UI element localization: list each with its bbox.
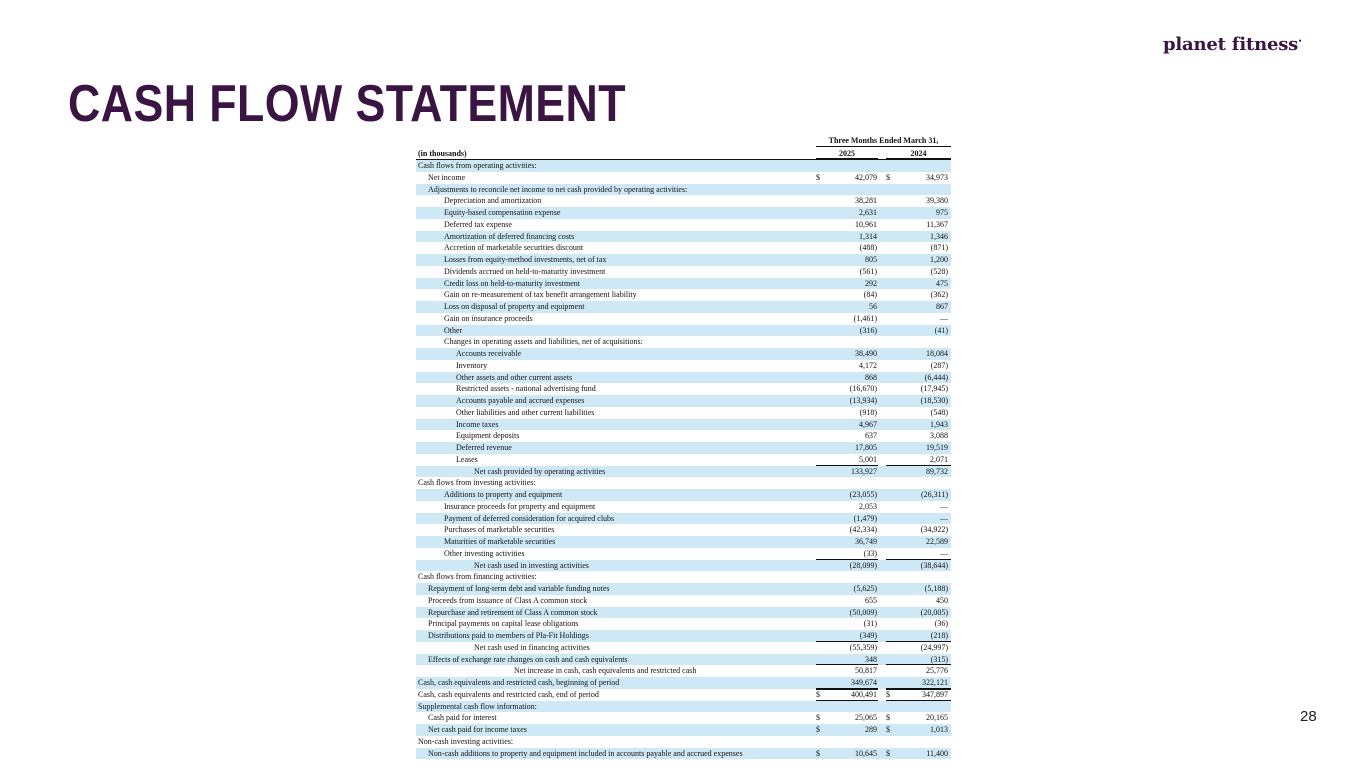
value-2025: (349) bbox=[859, 631, 877, 640]
table-row bbox=[416, 618, 951, 630]
value-2025: 50,817 bbox=[855, 666, 877, 676]
row-label: Loss on disposal of property and equipment bbox=[444, 302, 585, 311]
row-label: Additions to property and equipment bbox=[444, 490, 563, 499]
table-row bbox=[416, 513, 951, 525]
table-body bbox=[416, 159, 951, 759]
table-row bbox=[416, 160, 951, 172]
row-label: Accretion of marketable securities discount bbox=[444, 243, 584, 253]
value-2024: (548) bbox=[930, 407, 948, 417]
table-row bbox=[416, 654, 951, 666]
value-2024: 89,732 bbox=[926, 466, 948, 476]
year-header-2024: 2024 bbox=[886, 149, 951, 159]
table-row bbox=[416, 595, 951, 607]
row-label: Repurchase and retirement of Class A common stock bbox=[428, 607, 598, 617]
value-2024: (41) bbox=[934, 325, 948, 335]
value-2024: (24,997) bbox=[920, 642, 948, 652]
value-2025: 25,065 bbox=[855, 713, 877, 723]
row-label: Gain on insurance proceeds bbox=[444, 313, 533, 323]
value-2025: 2,631 bbox=[859, 208, 877, 217]
row-label: Deferred revenue bbox=[456, 443, 512, 452]
row-label: Non-cash additions to property and equipment included in accounts payable and accrued expenses bbox=[428, 748, 743, 758]
period-header: Three Months Ended March 31, bbox=[816, 136, 951, 147]
value-2025: 637 bbox=[865, 431, 877, 441]
value-2025: 805 bbox=[865, 255, 877, 264]
value-2024: (36) bbox=[934, 619, 948, 629]
table-row bbox=[416, 231, 951, 243]
table-row bbox=[416, 207, 951, 219]
table-row bbox=[416, 372, 951, 384]
value-2024: 475 bbox=[936, 278, 948, 288]
table-row bbox=[416, 254, 951, 266]
value-2025: 10,961 bbox=[855, 219, 877, 229]
row-label: Net income bbox=[428, 172, 466, 182]
value-2025: 133,927 bbox=[851, 466, 877, 476]
row-label: Credit loss on held-to-maturity investment bbox=[444, 278, 580, 288]
value-2025: (31) bbox=[863, 619, 877, 629]
value-2025: (1,461) bbox=[853, 313, 877, 323]
value-2025: (50,009) bbox=[849, 607, 877, 617]
table-row bbox=[416, 454, 951, 466]
table-row bbox=[416, 689, 951, 701]
table-row bbox=[416, 383, 951, 395]
value-2025: (488) bbox=[859, 243, 877, 253]
value-2025: (84) bbox=[863, 290, 877, 300]
table-row bbox=[416, 172, 951, 184]
value-2025: 4,967 bbox=[859, 419, 877, 429]
value-2024: 975 bbox=[936, 208, 948, 217]
logo-mark: • bbox=[1298, 38, 1302, 45]
row-label: Cash flows from operating activities: bbox=[418, 161, 537, 170]
table-row bbox=[416, 278, 951, 290]
value-2025: 289 bbox=[865, 725, 877, 734]
value-2024: 347,897 bbox=[922, 689, 948, 699]
value-2025: (16,670) bbox=[849, 384, 877, 394]
table-row bbox=[416, 712, 951, 724]
value-2024: (287) bbox=[930, 360, 948, 370]
value-2024: (218) bbox=[930, 631, 948, 640]
table-row bbox=[416, 266, 951, 278]
value-2024: 18,084 bbox=[926, 349, 948, 358]
currency-symbol: $ bbox=[886, 725, 890, 734]
row-label: Repayment of long-term debt and variable funding notes bbox=[428, 584, 610, 593]
currency-symbol: $ bbox=[816, 172, 820, 182]
value-2025: 36,749 bbox=[855, 537, 877, 546]
table-row bbox=[416, 665, 951, 677]
row-label: Other assets and other current assets bbox=[456, 372, 573, 382]
total-rule bbox=[886, 689, 951, 690]
table-row bbox=[416, 195, 951, 207]
value-2024: (315) bbox=[930, 654, 948, 664]
table-row bbox=[416, 336, 951, 348]
table-row bbox=[416, 313, 951, 325]
currency-symbol: $ bbox=[816, 725, 820, 734]
row-label: Income taxes bbox=[456, 419, 499, 429]
row-label: Maturities of marketable securities bbox=[444, 537, 556, 546]
value-2025: (33) bbox=[863, 548, 877, 558]
row-label: Losses from equity-method investments, net of tax bbox=[444, 255, 607, 264]
table-row bbox=[416, 607, 951, 619]
value-2025: (28,099) bbox=[849, 560, 877, 570]
row-label: Inventory bbox=[456, 360, 488, 370]
value-2025: (23,055) bbox=[849, 490, 877, 499]
value-2024: (5,188) bbox=[924, 584, 948, 593]
value-2024: 867 bbox=[936, 302, 948, 311]
value-2025: 655 bbox=[865, 595, 877, 605]
value-2024: (20,005) bbox=[920, 607, 948, 617]
value-2025: (42,334) bbox=[849, 525, 877, 535]
row-label: Equity-based compensation expense bbox=[444, 208, 561, 217]
value-2025: (55,359) bbox=[849, 642, 877, 652]
table-row bbox=[416, 184, 951, 196]
table-row bbox=[416, 395, 951, 407]
value-2024: (528) bbox=[930, 266, 948, 276]
table-row bbox=[416, 571, 951, 583]
value-2025: (316) bbox=[859, 325, 877, 335]
value-2024: (38,644) bbox=[920, 560, 948, 570]
row-label: Net cash provided by operating activities bbox=[474, 466, 606, 476]
value-2024: 322,121 bbox=[922, 678, 948, 687]
value-2024: 20,165 bbox=[926, 713, 948, 723]
value-2025: 5,001 bbox=[859, 454, 877, 464]
value-2024: 22,589 bbox=[926, 537, 948, 546]
row-label: Other liabilities and other current liabilities bbox=[456, 407, 595, 417]
units-label: (in thousands) bbox=[418, 149, 467, 158]
value-2025: 400,491 bbox=[851, 689, 877, 699]
value-2025: 56 bbox=[869, 302, 877, 311]
value-2025: 4,172 bbox=[859, 360, 877, 370]
value-2025: 38,281 bbox=[855, 196, 877, 206]
table-row bbox=[416, 466, 951, 478]
row-label: Leases bbox=[456, 454, 478, 464]
value-2024: 3,088 bbox=[930, 431, 948, 441]
table-row bbox=[416, 219, 951, 231]
row-label: Purchases of marketable securities bbox=[444, 525, 555, 535]
value-2025: 38,490 bbox=[855, 349, 877, 358]
row-label: Deferred tax expense bbox=[444, 219, 512, 229]
value-2024: (18,530) bbox=[920, 396, 948, 405]
table-row bbox=[416, 724, 951, 736]
value-2025: 349,674 bbox=[851, 678, 877, 687]
value-2024: (6,444) bbox=[924, 372, 948, 382]
logo-text: planet fitness bbox=[1163, 34, 1299, 55]
value-2024: — bbox=[940, 313, 948, 323]
value-2025: 10,645 bbox=[855, 748, 877, 758]
value-2024: — bbox=[940, 548, 948, 558]
value-2025: 2,053 bbox=[859, 501, 877, 511]
value-2025: (918) bbox=[859, 407, 877, 417]
row-label: Restricted assets - national advertising fund bbox=[456, 384, 596, 394]
row-label: Net cash paid for income taxes bbox=[428, 725, 527, 734]
table-row bbox=[416, 701, 951, 713]
value-2024: 11,400 bbox=[926, 748, 948, 758]
table-row bbox=[416, 477, 951, 489]
value-2024: 2,071 bbox=[930, 454, 948, 464]
table-row bbox=[416, 736, 951, 748]
value-2024: — bbox=[940, 501, 948, 511]
row-label: Proceeds from issuance of Class A common stock bbox=[428, 595, 588, 605]
currency-symbol: $ bbox=[886, 172, 890, 182]
table-row bbox=[416, 748, 951, 760]
value-2025: (561) bbox=[859, 266, 877, 276]
value-2024: 1,943 bbox=[930, 419, 948, 429]
row-label: Supplemental cash flow information: bbox=[418, 701, 537, 711]
row-label: Principal payments on capital lease obligations bbox=[428, 619, 579, 629]
row-label: Amortization of deferred financing costs bbox=[444, 231, 575, 241]
row-label: Cash flows from financing activities: bbox=[418, 572, 537, 582]
table-row bbox=[416, 583, 951, 595]
value-2025: 348 bbox=[865, 654, 877, 664]
value-2024: 34,973 bbox=[926, 172, 948, 182]
row-label: Accounts payable and accrued expenses bbox=[456, 396, 585, 405]
value-2024: (871) bbox=[930, 243, 948, 253]
row-label: Distributions paid to members of Pla-Fit Holdings bbox=[428, 631, 589, 640]
total-rule bbox=[816, 689, 878, 690]
table-row bbox=[416, 419, 951, 431]
row-label: Changes in operating assets and liabilities, net of acquisitions: bbox=[444, 337, 643, 347]
value-2025: (1,479) bbox=[853, 513, 877, 523]
value-2025: 42,079 bbox=[855, 172, 877, 182]
row-label: Other investing activities bbox=[444, 548, 525, 558]
row-label: Depreciation and amortization bbox=[444, 196, 542, 206]
currency-symbol: $ bbox=[816, 713, 820, 723]
row-label: Gain on re-measurement of tax benefit arrangement liability bbox=[444, 290, 637, 300]
row-label: Net cash used in financing activities bbox=[474, 642, 590, 652]
row-label: Other bbox=[444, 325, 463, 335]
row-label: Cash, cash equivalents and restricted cash, beginning of period bbox=[418, 678, 620, 687]
value-2024: (362) bbox=[930, 290, 948, 300]
value-2024: 39,380 bbox=[926, 196, 948, 206]
year-header-2025: 2025 bbox=[816, 149, 878, 159]
row-label: Insurance proceeds for property and equipment bbox=[444, 501, 596, 511]
value-2025: 868 bbox=[865, 372, 877, 382]
table-row bbox=[416, 242, 951, 254]
row-label: Cash flows from investing activities: bbox=[418, 478, 536, 488]
value-2024: — bbox=[940, 513, 948, 523]
value-2024: 1,013 bbox=[930, 725, 948, 734]
table-row bbox=[416, 360, 951, 372]
page-title: CASH FLOW STATEMENT bbox=[68, 75, 627, 133]
value-2024: 1,346 bbox=[930, 231, 948, 241]
currency-symbol: $ bbox=[886, 713, 890, 723]
value-2025: (5,625) bbox=[853, 584, 877, 593]
row-label: Equipment deposits bbox=[456, 431, 520, 441]
table-row bbox=[416, 560, 951, 572]
value-2024: 1,200 bbox=[930, 255, 948, 264]
table-row bbox=[416, 430, 951, 442]
value-2024: 19,519 bbox=[926, 443, 948, 452]
table-row bbox=[416, 536, 951, 548]
table-row bbox=[416, 677, 951, 689]
value-2024: 450 bbox=[936, 595, 948, 605]
table-row bbox=[416, 630, 951, 642]
table-row bbox=[416, 642, 951, 654]
row-label: Net cash used in investing activities bbox=[474, 560, 589, 570]
row-label: Cash paid for interest bbox=[428, 713, 497, 723]
table-row bbox=[416, 289, 951, 301]
row-label: Non-cash investing activities: bbox=[418, 736, 514, 746]
currency-symbol: $ bbox=[816, 689, 820, 699]
value-2025: (13,934) bbox=[849, 396, 877, 405]
value-2024: 25,776 bbox=[926, 666, 948, 676]
currency-symbol: $ bbox=[886, 689, 890, 699]
value-2024: (17,945) bbox=[920, 384, 948, 394]
table-row bbox=[416, 524, 951, 536]
planet-fitness-logo bbox=[1163, 34, 1302, 55]
row-label: Adjustments to reconcile net income to net cash provided by operating activities: bbox=[428, 184, 688, 194]
value-2025: 1,314 bbox=[859, 231, 877, 241]
row-label: Payment of deferred consideration for acquired clubs bbox=[444, 513, 615, 523]
value-2025: 17,805 bbox=[855, 443, 877, 452]
table-row bbox=[416, 501, 951, 513]
table-row bbox=[416, 348, 951, 360]
page-number: 28 bbox=[1300, 708, 1317, 725]
row-label: Cash, cash equivalents and restricted cash, end of period bbox=[418, 689, 599, 699]
table-row bbox=[416, 489, 951, 501]
row-label: Dividends accrued on held-to-maturity investment bbox=[444, 266, 606, 276]
table-row bbox=[416, 548, 951, 560]
value-2024: (26,311) bbox=[920, 490, 948, 499]
row-label: Net increase in cash, cash equivalents and restricted cash bbox=[514, 666, 697, 676]
table-row bbox=[416, 407, 951, 419]
table-row bbox=[416, 442, 951, 454]
value-2025: 292 bbox=[865, 278, 877, 288]
currency-symbol: $ bbox=[816, 748, 820, 758]
table-row bbox=[416, 301, 951, 313]
currency-symbol: $ bbox=[886, 748, 890, 758]
value-2024: 11,367 bbox=[926, 219, 948, 229]
table-row bbox=[416, 325, 951, 337]
value-2024: (34,922) bbox=[920, 525, 948, 535]
row-label: Accounts receivable bbox=[456, 349, 522, 358]
row-label: Effects of exchange rate changes on cash and cash equivalents bbox=[428, 654, 628, 664]
